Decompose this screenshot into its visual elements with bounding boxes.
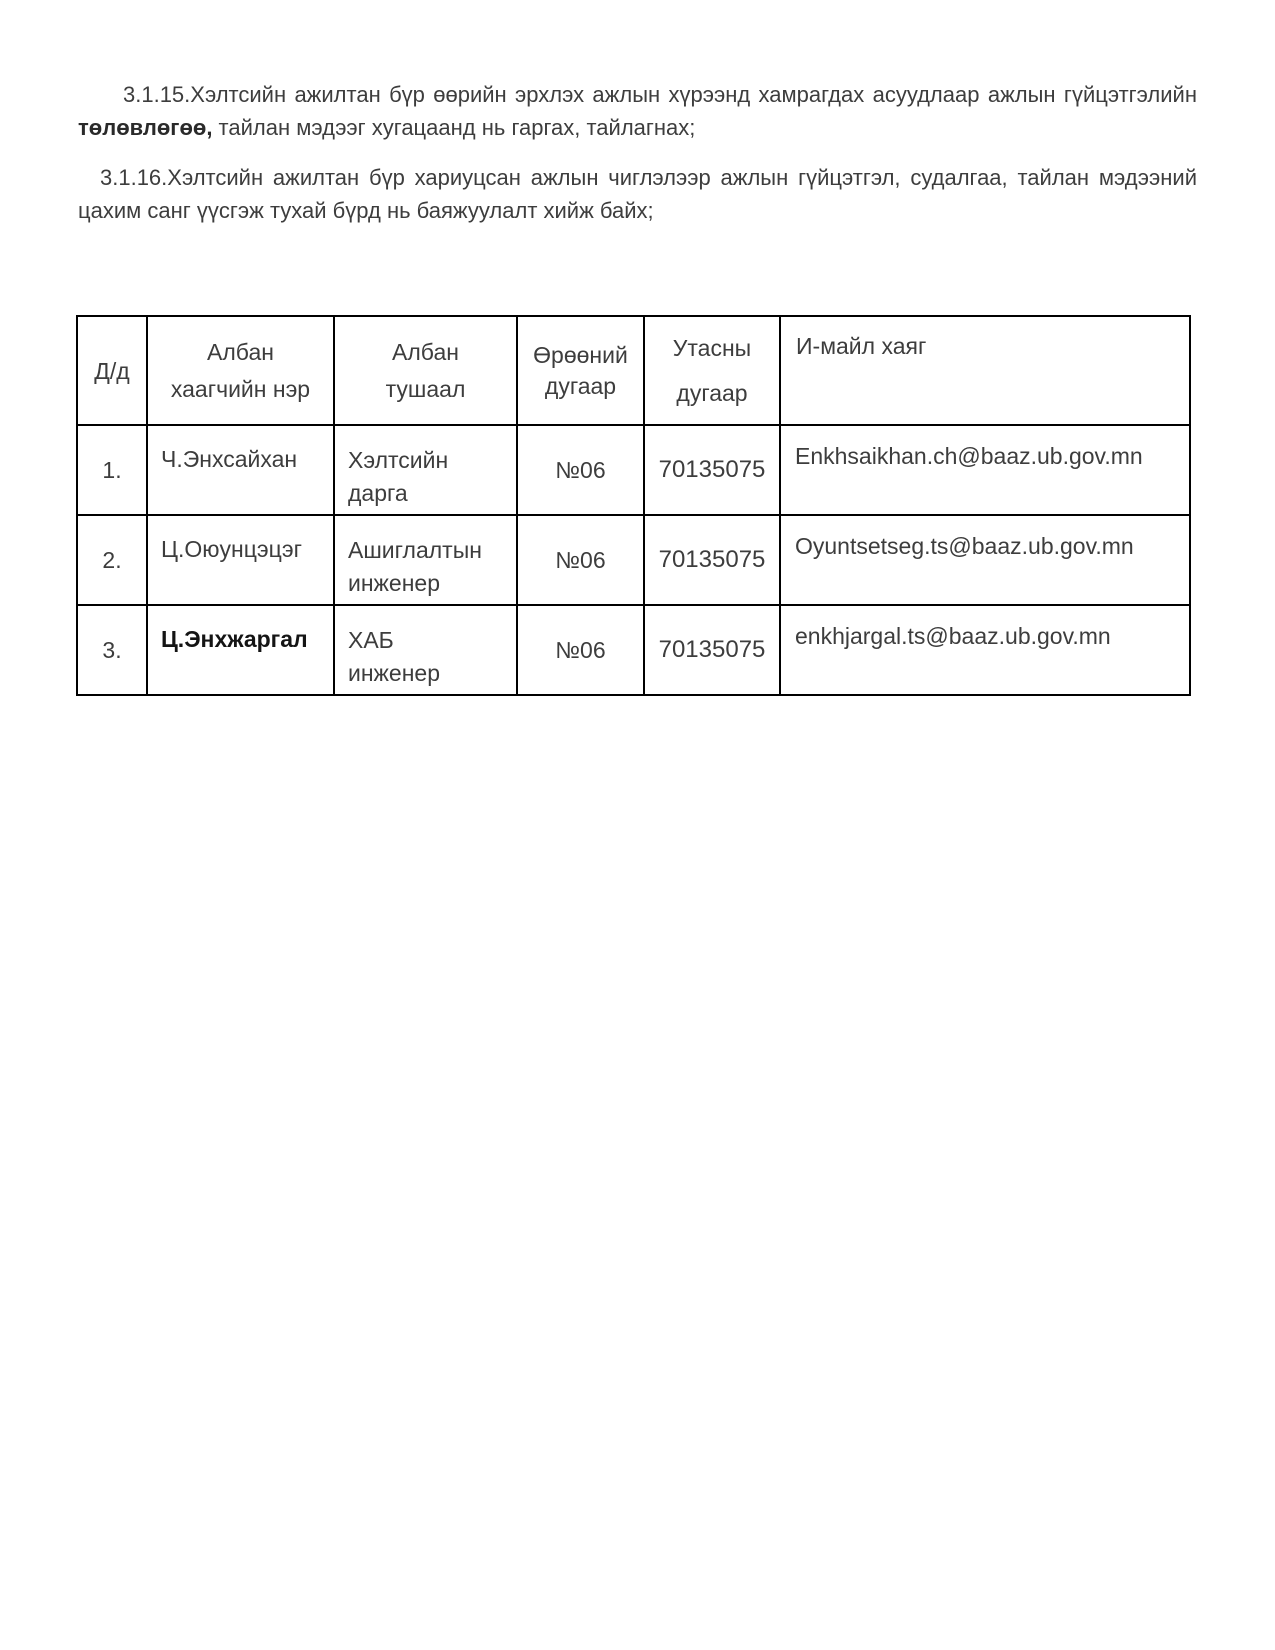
table-row <box>77 605 1190 695</box>
header-position: Албан тушаал <box>334 316 517 425</box>
paragraph-3-1-15-text-end: тайлан мэдээг хугацаанд нь гаргах, тайлагнах; <box>212 115 696 140</box>
header-phone-number: Утасны дугаар <box>644 316 780 425</box>
header-index: Д/д <box>77 316 147 425</box>
cell-index: 2. <box>77 515 147 605</box>
header-room-number: Өрөөний дугаар <box>517 316 644 425</box>
cell-room-number: №06 <box>517 605 644 695</box>
cell-index: 3. <box>77 605 147 695</box>
table-row <box>77 515 1190 605</box>
cell-phone-number: 70135075 <box>644 515 780 605</box>
cell-email: Enkhsaikhan.ch@baaz.ub.gov.mn <box>780 425 1190 515</box>
cell-position: ХАБ инженер <box>334 605 517 695</box>
cell-email: Oyuntsetseg.ts@baaz.ub.gov.mn <box>780 515 1190 605</box>
table-header-row <box>77 316 1190 425</box>
paragraph-3-1-15-bold-word: төлөвлөгөө, <box>78 115 213 140</box>
header-email: И-майл хаяг <box>780 316 1190 425</box>
cell-employee-name: Ц.Оюунцэцэг <box>147 515 334 605</box>
cell-employee-name: Ц.Энхжаргал <box>147 605 334 695</box>
cell-position: Ашиглалтын инженер <box>334 515 517 605</box>
cell-index: 1. <box>77 425 147 515</box>
staff-table <box>76 315 1191 696</box>
header-employee-name: Албан хаагчийн нэр <box>147 316 334 425</box>
cell-email: enkhjargal.ts@baaz.ub.gov.mn <box>780 605 1190 695</box>
staff-table-body <box>77 425 1190 695</box>
cell-room-number: №06 <box>517 515 644 605</box>
staff-table-header <box>77 316 1190 425</box>
table-row <box>77 425 1190 515</box>
cell-employee-name: Ч.Энхсайхан <box>147 425 334 515</box>
paragraph-3-1-15-text-start: 3.1.15.Хэлтсийн ажилтан бүр өөрийн эрхлэх ажлын хүрээнд хамрагдах асуудлаар ажлын гүйцэтгэлийн <box>123 82 1197 107</box>
cell-position: Хэлтсийн дарга <box>334 425 517 515</box>
paragraph-3-1-16: 3.1.16.Хэлтсийн ажилтан бүр хариуцсан ажлын чиглэлээр ажлын гүйцэтгэл, судалгаа, тайлан мэдээний цахим санг үүсгэж тухай бүрд нь баяжуулалт хийж байх; <box>78 165 1197 223</box>
cell-phone-number: 70135075 <box>644 425 780 515</box>
cell-phone-number: 70135075 <box>644 605 780 695</box>
cell-room-number: №06 <box>517 425 644 515</box>
paragraph-3-1-15 <box>78 78 1197 144</box>
